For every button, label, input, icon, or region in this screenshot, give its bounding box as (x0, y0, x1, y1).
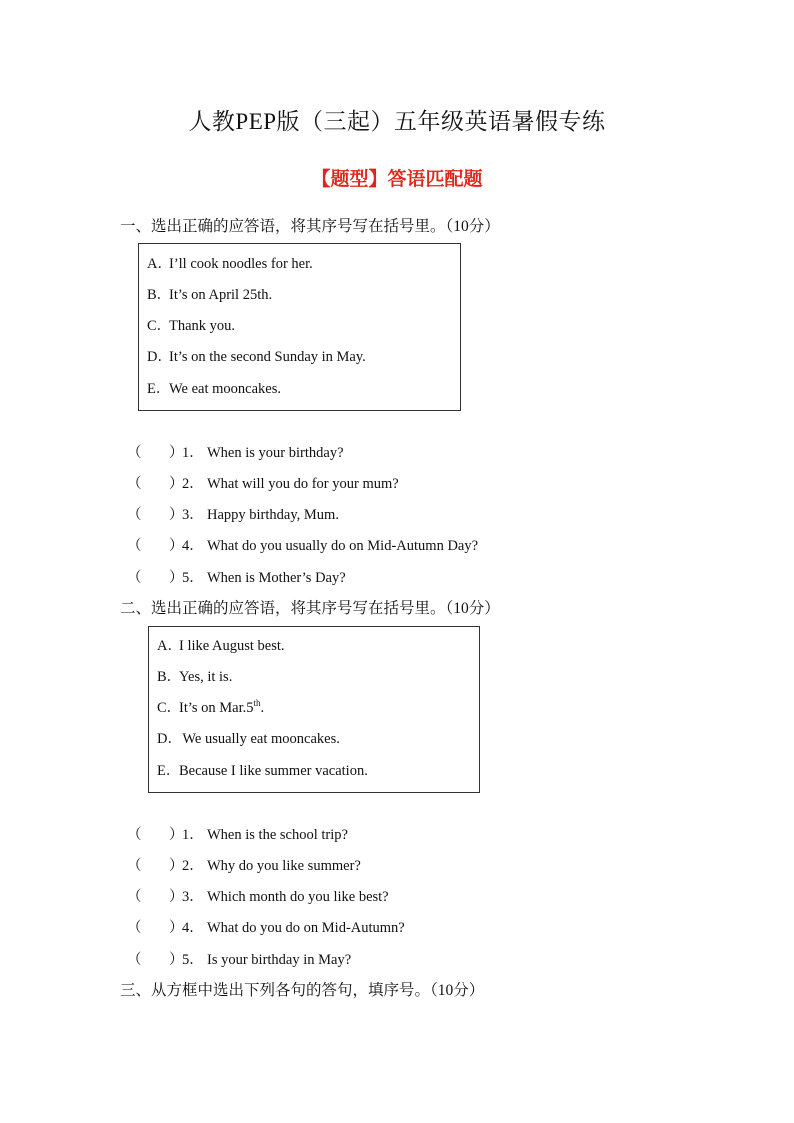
answer-blank[interactable]: （ ） (127, 952, 184, 968)
section-1-option-d: D．It’s on the second Sunday in May. (147, 349, 366, 365)
section-2-question-5: （ ） 5． Is your birthday in May? (127, 948, 351, 969)
answer-blank[interactable]: （ ） (127, 538, 184, 554)
answer-blank[interactable]: （ ） (127, 570, 184, 586)
answer-blank[interactable]: （ ） (127, 507, 184, 523)
section-1-question-2: （ ） 2． What will you do for your mum? (127, 472, 399, 493)
section-2-question-4: （ ） 4． What do you do on Mid-Autumn? (127, 916, 405, 937)
answer-blank[interactable]: （ ） (127, 920, 184, 936)
section-2-heading: 二、选出正确的应答语，将其序号写在括号里。（10分） (120, 600, 500, 617)
section-1-question-3: （ ） 3． Happy birthday, Mum. (127, 503, 339, 524)
answer-blank[interactable]: （ ） (127, 858, 184, 874)
section-2-question-1: （ ） 1． When is the school trip? (127, 823, 348, 844)
answer-blank[interactable]: （ ） (127, 476, 184, 492)
section-2-question-2: （ ） 2． Why do you like summer? (127, 854, 361, 875)
question-type-subtitle: 【题型】答语匹配题 (311, 168, 483, 190)
section-2-question-3: （ ） 3． Which month do you like best? (127, 885, 389, 906)
section-1-option-a: A．I’ll cook noodles for her. (147, 256, 313, 272)
answer-blank[interactable]: （ ） (127, 827, 184, 843)
section-1-option-c: C．Thank you. (147, 318, 236, 334)
section-1-question-5: （ ） 5． When is Mother’s Day? (127, 566, 346, 587)
page-title: 人教PEP版（三起）五年级英语暑假专练 (188, 109, 606, 134)
section-1-option-b: B．It’s on April 25th. (147, 287, 273, 303)
section-1-heading: 一、选出正确的应答语，将其序号写在括号里。（10分） (120, 218, 500, 235)
section-3-heading: 三、从方框中选出下列各句的答句，填序号。（10分） (120, 982, 485, 999)
answer-blank[interactable]: （ ） (127, 445, 184, 461)
section-1-option-e: E．We eat mooncakes. (147, 381, 281, 397)
section-1-question-4: （ ） 4． What do you usually do on Mid-Autumn Day? (127, 534, 478, 555)
section-2-option-c: C．It’s on Mar.5th. (157, 698, 265, 716)
section-1-question-1: （ ） 1． When is your birthday? (127, 441, 344, 462)
section-2-option-b: B．Yes, it is. (157, 669, 233, 685)
section-2-option-a: A．I like August best. (157, 638, 285, 654)
section-2-option-e: E．Because I like summer vacation. (157, 763, 368, 779)
section-2-option-d: D． We usually eat mooncakes. (157, 731, 340, 747)
answer-blank[interactable]: （ ） (127, 889, 184, 905)
